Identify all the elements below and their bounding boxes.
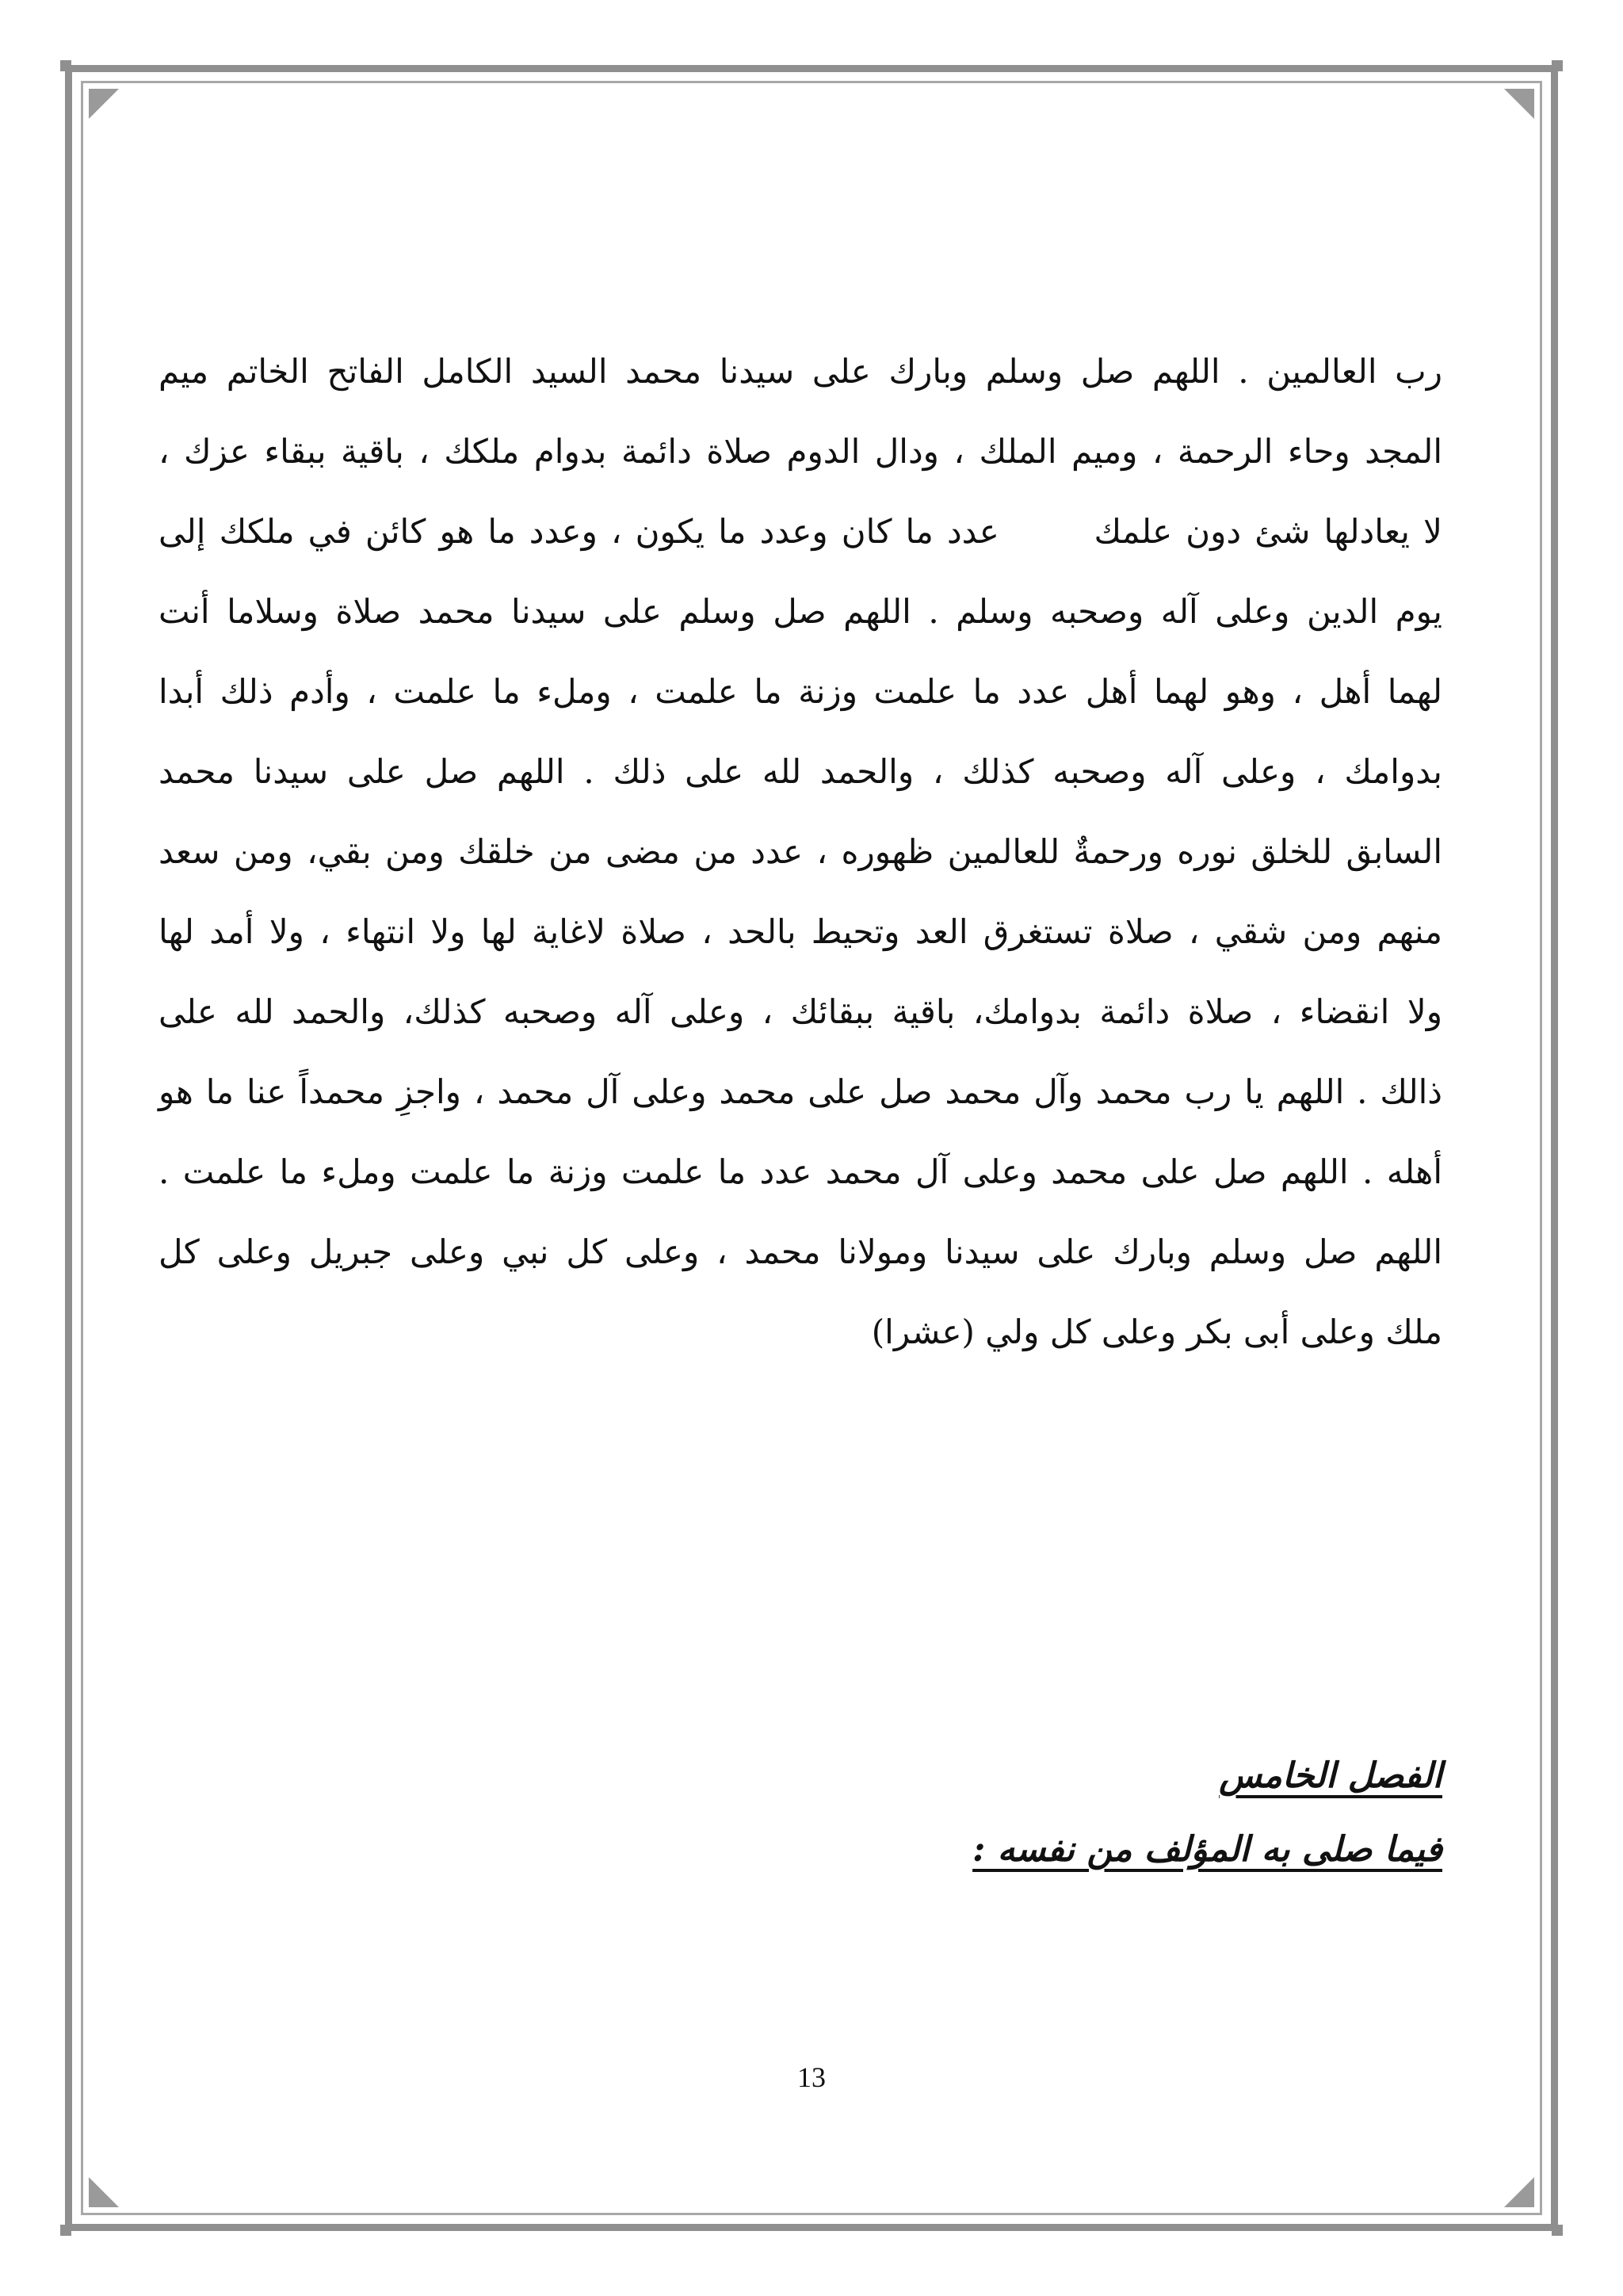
chapter-subtitle: فيما صلى به المؤلف من نفسه : xyxy=(972,1829,1442,1870)
text-line: اللهم صل وسلم وبارك على سيدنا ومولانا محمد ، وعلى كل نبي وعلى جبريل وعلى كل xyxy=(158,1232,1442,1271)
body-text xyxy=(158,331,1442,1372)
chapter-title: الفصل الخامس xyxy=(1219,1755,1442,1796)
text-line: السابق للخلق نوره ورحمةٌ للعالمين ظهوره ، عدد من مضى من خلقك ومن بقي، ومن سعد xyxy=(158,832,1442,871)
text-line: أهله . اللهم صل على محمد وعلى آل محمد عدد ما علمت وزنة ما علمت وملء ما علمت . xyxy=(158,1152,1442,1191)
corner-square-bottom-left xyxy=(60,2225,71,2236)
corner-square-top-left xyxy=(60,60,71,71)
corner-ornament-bottom-right xyxy=(1504,2177,1534,2207)
text-line: رب العالمين . اللهم صل وسلم وبارك على سيدنا محمد السيد الكامل الفاتح الخاتم ميم xyxy=(158,352,1442,391)
corner-ornament-top-right xyxy=(1504,89,1534,119)
text-line: ذالك . اللهم يا رب محمد وآل محمد صل على محمد وعلى آل محمد ، واجزِ محمداً عنا ما هو xyxy=(158,1072,1442,1111)
text-line: منهم ومن شقي ، صلاة تستغرق العد وتحيط بالحد ، صلاة لاغاية لها ولا انتهاء ، ولا أمد لها xyxy=(158,912,1442,951)
text-line-last: ملك وعلى أبى بكر وعلى كل ولي (عشرا) xyxy=(871,1312,1442,1351)
text-line: المجد وحاء الرحمة ، وميم الملك ، ودال الدوم صلاة دائمة بدوام ملكك ، باقية ببقاء عزك ، xyxy=(158,432,1442,471)
corner-square-bottom-right xyxy=(1552,2225,1563,2236)
text-line: لهما أهل ، وهو لهما أهل عدد ما علمت وزنة ما علمت ، وملء ما علمت ، وأدم ذلك أبدا xyxy=(158,672,1442,711)
corner-ornament-bottom-left xyxy=(89,2177,119,2207)
chapter-heading xyxy=(713,1755,1442,1870)
corner-ornament-top-left xyxy=(89,89,119,119)
corner-square-top-right xyxy=(1552,60,1563,71)
text-line: لا يعادلها شئ دون علمك عدد ما كان وعدد ما يكون ، وعدد ما هو كائن في ملكك إلى xyxy=(158,512,1442,551)
text-line: ولا انقضاء ، صلاة دائمة بدوامك، باقية ببقائك ، وعلى آله وصحبه كذلك، والحمد لله على xyxy=(158,992,1442,1031)
text-line: يوم الدين وعلى آله وصحبه وسلم . اللهم صل وسلم على سيدنا محمد صلاة وسلاما أنت xyxy=(158,592,1442,631)
page-number: 13 xyxy=(797,2061,826,2093)
text-line: بدوامك ، وعلى آله وصحبه كذلك ، والحمد لله على ذلك . اللهم صل على سيدنا محمد xyxy=(158,752,1442,791)
